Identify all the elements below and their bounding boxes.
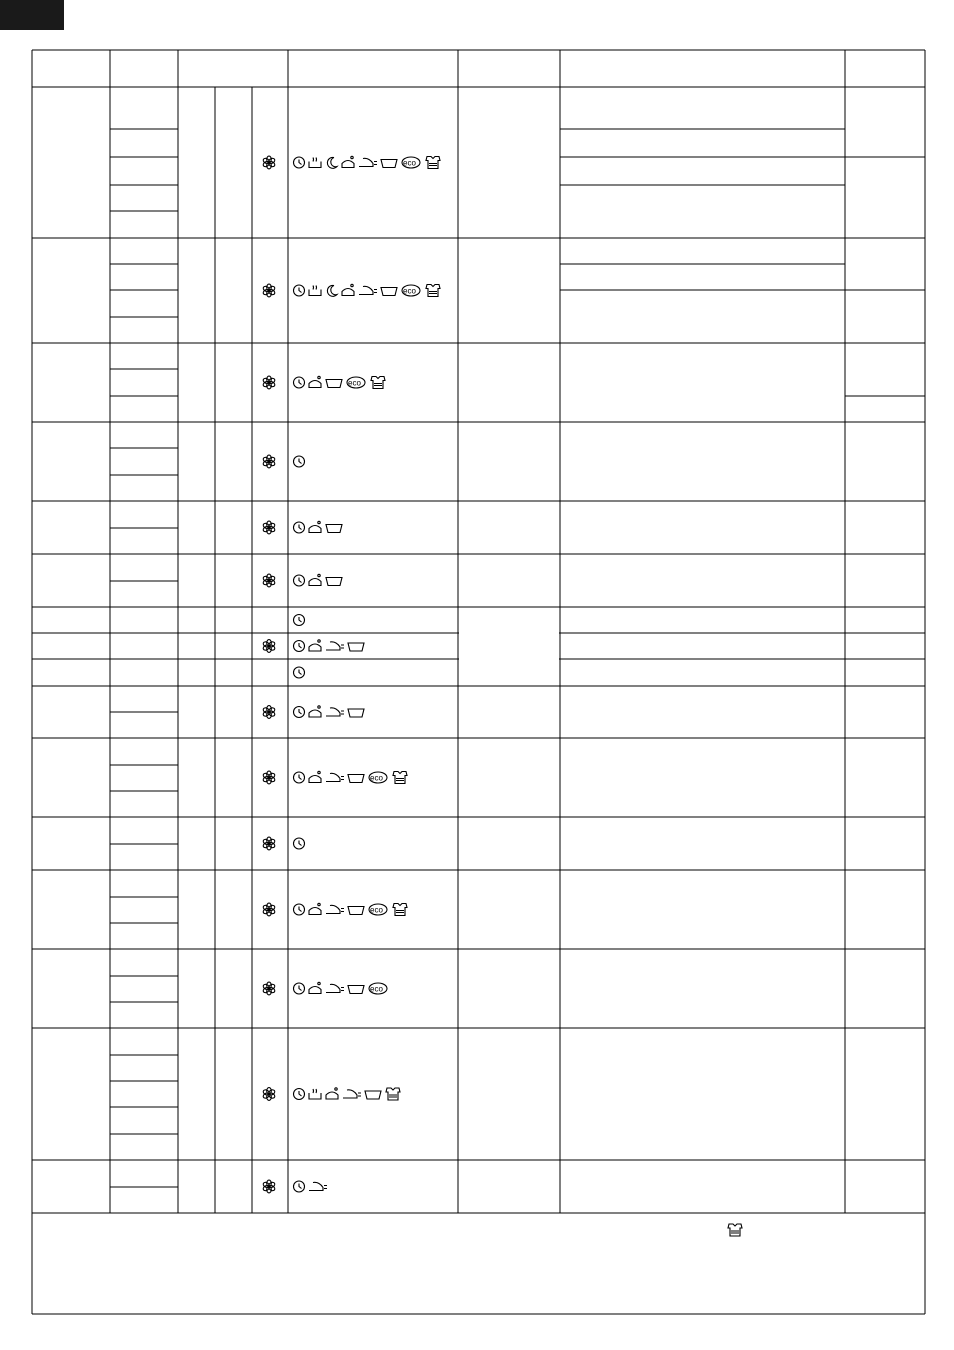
svg-text:eco: eco: [370, 773, 383, 783]
garment-icon: [728, 1224, 742, 1236]
tray-icon: [348, 709, 364, 717]
fan-icon: [262, 1180, 275, 1193]
fan-icon: [262, 156, 275, 169]
fan-icon: [262, 837, 275, 850]
iron-icon: [326, 773, 344, 781]
bubbles-icon: [326, 1088, 338, 1099]
tray-icon: [326, 578, 342, 586]
tray-icon: [381, 160, 397, 168]
bubbles-icon: [342, 156, 354, 167]
bubbles-icon: [342, 284, 354, 295]
eco-icon: [402, 285, 420, 296]
timer-icon: [294, 157, 305, 168]
timer-icon: [294, 615, 305, 626]
timer-icon: [294, 285, 305, 296]
steam-icon: [309, 1089, 321, 1099]
eco-icon: [369, 772, 387, 783]
eco-icon: [369, 904, 387, 915]
timer-icon: [294, 904, 305, 915]
tray-icon: [348, 986, 364, 994]
iron-icon: [343, 1090, 361, 1098]
eco-icon: [369, 983, 387, 994]
timer-icon: [294, 1089, 305, 1100]
merged-cell-mask: [459, 632, 559, 634]
tray-icon: [326, 525, 342, 533]
svg-text:eco: eco: [348, 378, 361, 388]
timer-icon: [294, 522, 305, 533]
bubbles-icon: [309, 903, 321, 914]
timer-icon: [294, 667, 305, 678]
fan-icon: [262, 903, 275, 916]
fan-icon: [262, 1088, 275, 1101]
svg-text:eco: eco: [370, 984, 383, 994]
garment-icon: [426, 157, 440, 169]
garment-icon: [393, 772, 407, 784]
timer-icon: [294, 772, 305, 783]
iron-icon: [309, 1182, 327, 1190]
garment-icon: [426, 285, 440, 297]
bubbles-icon: [309, 574, 321, 585]
fan-icon: [262, 706, 275, 719]
eco-icon: [347, 377, 365, 388]
tray-icon: [365, 1091, 381, 1099]
garment-icon: [393, 904, 407, 916]
footnote-garment-icon: [724, 1220, 746, 1247]
svg-text:eco: eco: [403, 158, 416, 168]
moon-icon: [327, 285, 337, 296]
fan-icon: [262, 982, 275, 995]
tray-icon: [348, 775, 364, 783]
steam-icon: [309, 286, 321, 296]
tray-icon: [381, 288, 397, 296]
timer-icon: [294, 575, 305, 586]
iron-icon: [326, 708, 344, 716]
garment-icon: [371, 377, 385, 389]
bubbles-icon: [309, 771, 321, 782]
bubbles-icon: [309, 706, 321, 717]
timer-icon: [294, 377, 305, 388]
timer-icon: [294, 838, 305, 849]
steam-icon: [309, 158, 321, 168]
timer-icon: [294, 1181, 305, 1192]
fan-icon: [262, 376, 275, 389]
timer-icon: [294, 456, 305, 467]
eco-icon: [402, 157, 420, 168]
moon-icon: [327, 157, 337, 168]
tray-icon: [326, 380, 342, 388]
fan-icon: [262, 521, 275, 534]
bubbles-icon: [309, 521, 321, 532]
iron-icon: [326, 984, 344, 992]
fan-icon: [262, 640, 275, 653]
bubbles-icon: [309, 640, 321, 651]
timer-icon: [294, 983, 305, 994]
garment-icon: [386, 1088, 400, 1100]
fan-icon: [262, 455, 275, 468]
footnote-garment-svg: [724, 1220, 746, 1242]
svg-text:eco: eco: [403, 286, 416, 296]
tray-icon: [348, 643, 364, 651]
bubbles-icon: [309, 982, 321, 993]
timer-icon: [294, 707, 305, 718]
fan-icon: [262, 284, 275, 297]
bubbles-icon: [309, 376, 321, 387]
svg-text:eco: eco: [370, 905, 383, 915]
fan-icon: [262, 771, 275, 784]
timer-icon: [294, 641, 305, 652]
iron-icon: [326, 642, 344, 650]
tray-icon: [348, 907, 364, 915]
iron-icon: [326, 905, 344, 913]
fan-icon: [262, 574, 275, 587]
iron-icon: [359, 158, 377, 166]
merged-cell-mask: [459, 658, 559, 660]
iron-icon: [359, 286, 377, 294]
